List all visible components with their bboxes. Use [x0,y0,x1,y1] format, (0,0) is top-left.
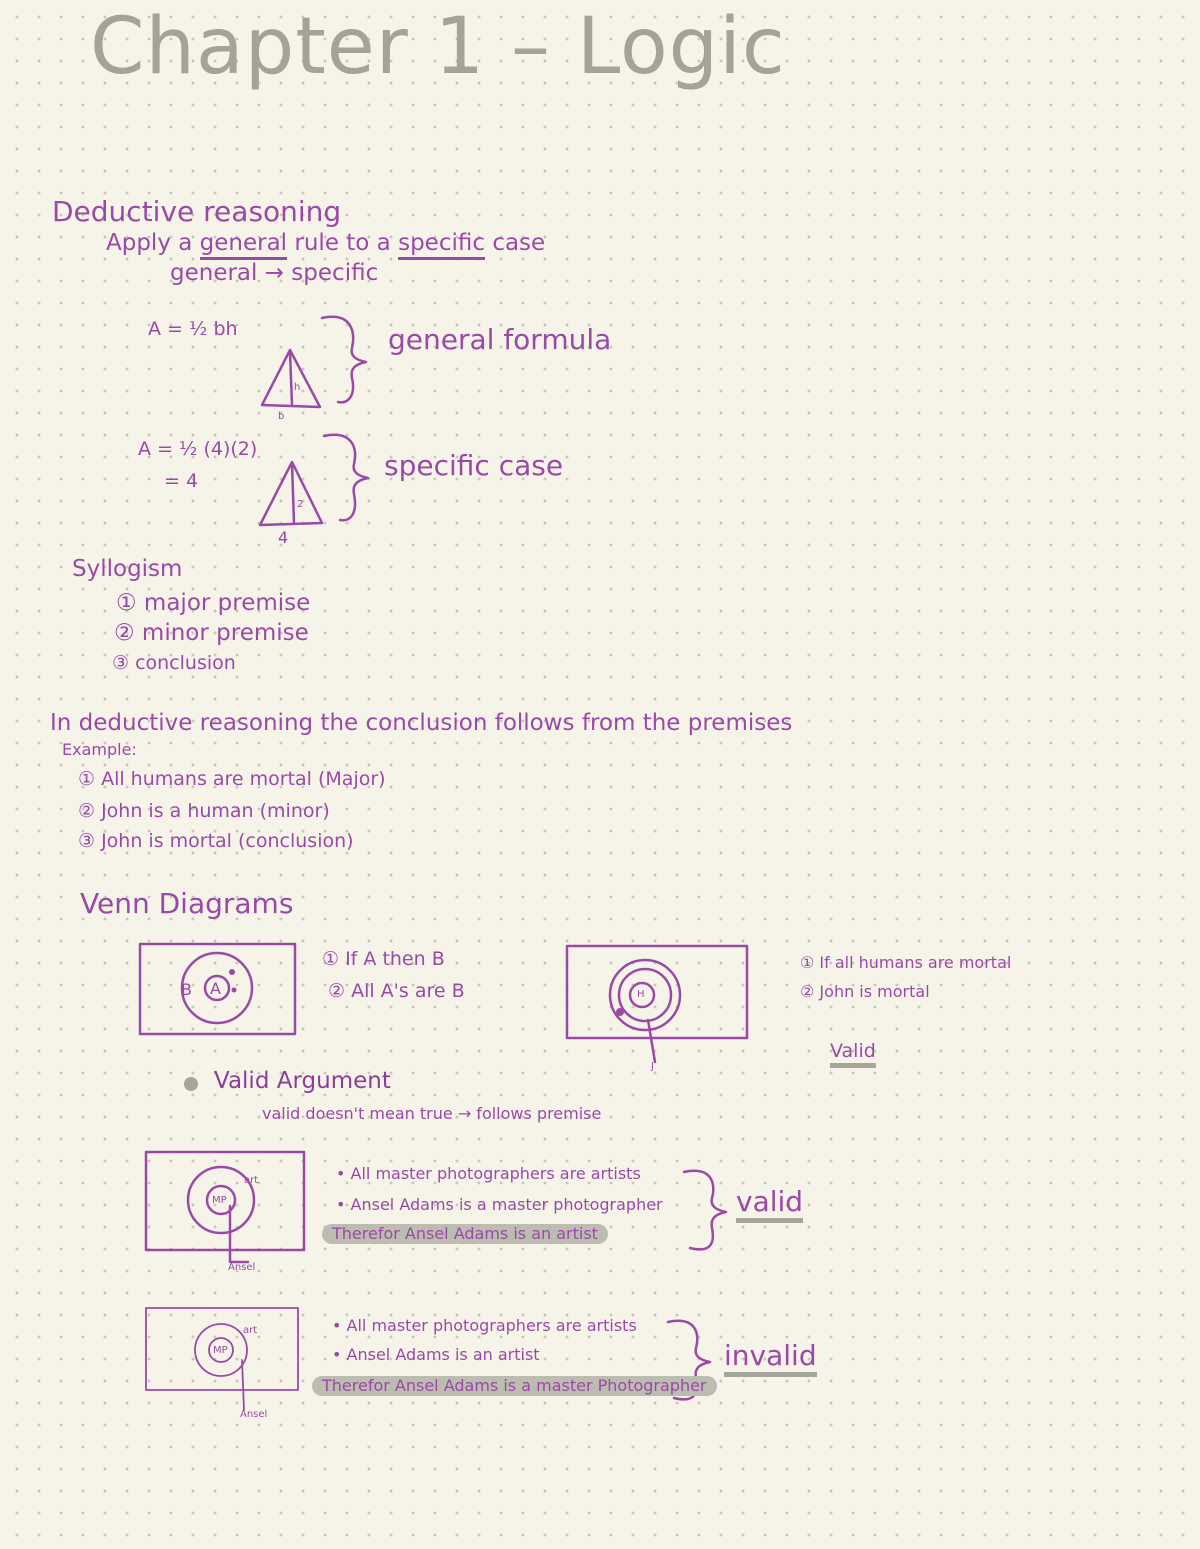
example-label: Example: [62,740,137,759]
venn-heading: Venn Diagrams [80,887,294,920]
specific-result: = 4 [164,470,199,492]
venn2-below-label: J [651,1061,654,1072]
apply-mid: rule to a [294,230,391,256]
apply-suffix: case [492,230,546,256]
example-item: ① All humans are mortal (Major) [78,768,386,790]
valid-argument-heading: Valid Argument [214,1068,391,1094]
venn1-inner-label: A [210,979,221,998]
specific-h-label: 2 [297,499,304,510]
valid-premise: • All master photographers are artists [336,1164,641,1183]
apply-prefix: Apply a [106,230,193,256]
syllogism-item: ③ conclusion [112,652,236,674]
invalid-conclusion: Therefor Ansel Adams is a master Photographer [312,1376,717,1396]
specific-b-label: 4 [278,528,289,547]
bullet-icon [184,1077,198,1091]
general-formula-label: general formula [388,323,612,356]
venn3-outer-label: art [244,1175,259,1186]
general-to-specific: general → specific [170,260,379,286]
example-item: ② John is a human (minor) [78,800,330,822]
deductive-note: In deductive reasoning the conclusion follows from the premises [50,710,793,736]
invalid-premise: • Ansel Adams is an artist [332,1345,540,1364]
apply-rule-line [106,232,545,255]
example-item: ③ John is mortal (conclusion) [78,830,354,852]
page-title: Chapter 1 – Logic [90,2,786,92]
syllogism-item: ② minor premise [114,620,309,646]
venn3-pointer-label: Ansel [228,1262,256,1273]
venn1-line: ② All A's are B [328,980,465,1002]
h-label: h [294,382,301,393]
brace-general [322,317,366,402]
apply-specific: specific [398,230,485,260]
apply-general: general [200,230,287,260]
venn2-box [567,946,747,1038]
venn2-inner-label: H [637,989,645,1000]
triangle-specific [260,462,322,525]
venn4-inner-label: MP [213,1345,228,1356]
specific-calc: A = ½ (4)(2) [138,438,258,460]
venn2-line: ① If all humans are mortal [800,953,1012,972]
venn3-inner-label: MP [212,1195,227,1206]
b-label: b [278,411,285,422]
brace-valid [684,1171,726,1250]
area-formula: A = ½ bh [148,318,238,340]
syllogism-item: ① major premise [116,590,311,616]
venn2-verdict: Valid [830,1042,876,1068]
valid-note: valid doesn't mean true → follows premise [262,1104,602,1123]
invalid-verdict: invalid [724,1342,817,1377]
venn4-pointer-label: Ansel [240,1409,268,1420]
syllogism-heading: Syllogism [72,556,183,582]
venn1-outer-label: B [181,980,192,999]
brace-specific [324,435,368,520]
invalid-premise: • All master photographers are artists [332,1316,637,1335]
triangle-general [262,350,320,407]
venn2-line: ② John is mortal [800,982,930,1001]
deductive-heading: Deductive reasoning [52,195,342,228]
venn1-line: ① If A then B [322,948,445,970]
venn4-outer-label: art [243,1325,258,1336]
specific-case-label: specific case [384,449,564,482]
valid-conclusion: Therefor Ansel Adams is an artist [322,1224,608,1244]
valid-premise: • Ansel Adams is a master photographer [336,1195,663,1214]
valid-verdict: valid [736,1188,803,1223]
